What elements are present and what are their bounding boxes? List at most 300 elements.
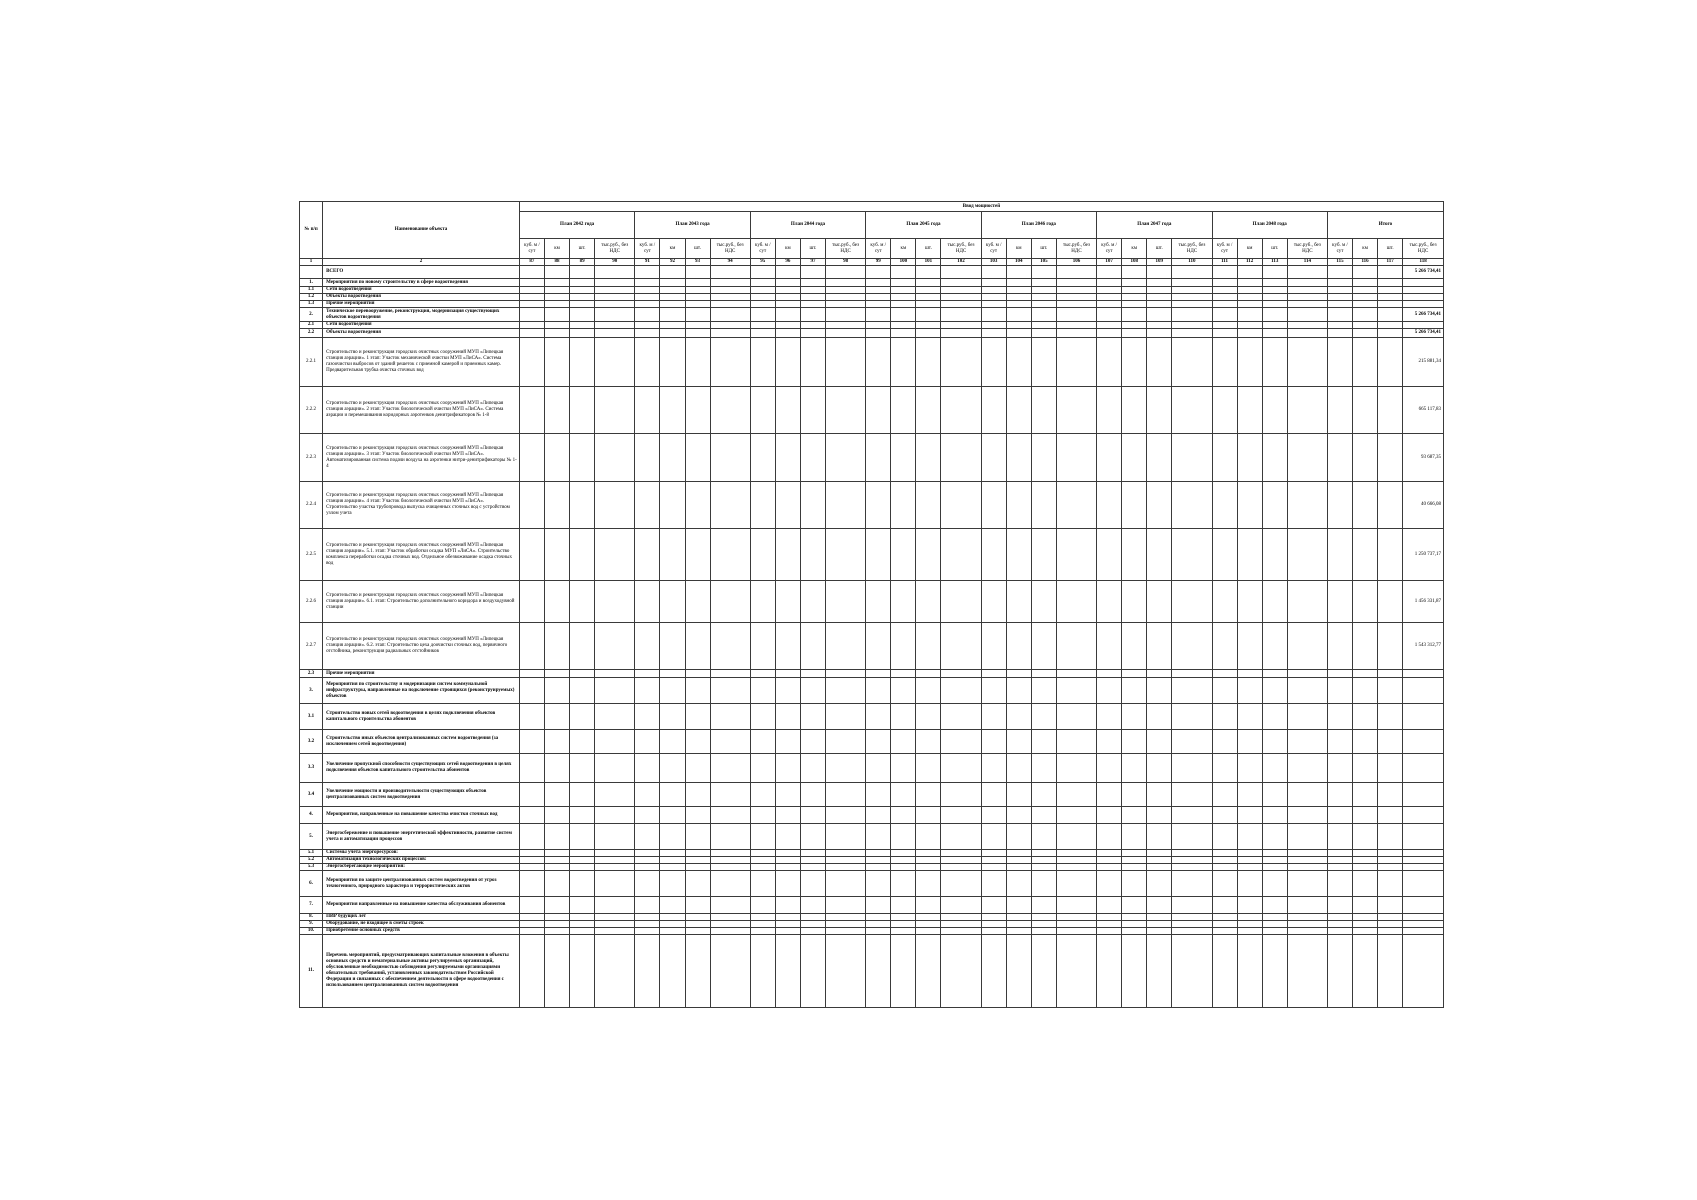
unit-header: тыс.руб., без НДС (710, 239, 750, 259)
empty-cell (1122, 322, 1147, 329)
empty-cell (1006, 783, 1031, 807)
empty-cell (1287, 730, 1327, 754)
empty-cell (1147, 754, 1172, 783)
table-row (300, 850, 1444, 857)
empty-cell (1006, 935, 1031, 1008)
empty-cell (570, 434, 595, 482)
empty-cell (1122, 308, 1147, 322)
empty-cell (1006, 482, 1031, 529)
empty-cell (1031, 678, 1056, 704)
table-row (300, 935, 1444, 1008)
empty-cell (1287, 529, 1327, 581)
empty-cell (750, 921, 775, 928)
table-row (300, 704, 1444, 730)
empty-cell (1212, 704, 1237, 730)
empty-cell (1006, 670, 1031, 678)
empty-cell (775, 897, 800, 914)
empty-cell (519, 529, 544, 581)
empty-cell (1237, 529, 1262, 581)
empty-cell (519, 730, 544, 754)
empty-cell (891, 807, 916, 824)
empty-cell (941, 730, 981, 754)
empty-cell (750, 294, 775, 301)
row-number: 2. (300, 308, 323, 322)
empty-cell (595, 308, 635, 322)
empty-cell (826, 783, 866, 807)
empty-cell (1172, 824, 1212, 850)
empty-cell (891, 581, 916, 623)
empty-cell (891, 329, 916, 338)
empty-cell (981, 329, 1006, 338)
row-total (1403, 871, 1444, 897)
empty-cell (1097, 914, 1122, 921)
empty-cell (570, 279, 595, 287)
empty-cell (1237, 914, 1262, 921)
empty-cell (1031, 807, 1056, 824)
empty-cell (981, 897, 1006, 914)
plan-year-header: План 2044 года (750, 212, 865, 239)
empty-cell (866, 329, 891, 338)
empty-cell (775, 623, 800, 670)
empty-cell (866, 807, 891, 824)
row-name: Увеличение пропускной способности существующих сетей водоотведения в целях подключения объектов капитального строительства абонентов (323, 754, 520, 783)
empty-cell (710, 730, 750, 754)
empty-cell (685, 864, 710, 871)
empty-cell (775, 857, 800, 864)
empty-cell (1353, 754, 1378, 783)
empty-cell (685, 287, 710, 294)
empty-cell (1122, 857, 1147, 864)
empty-cell (1237, 329, 1262, 338)
empty-cell (685, 279, 710, 287)
empty-cell (1097, 807, 1122, 824)
empty-cell (1031, 857, 1056, 864)
empty-cell (685, 914, 710, 921)
empty-cell (866, 338, 891, 387)
empty-cell (1147, 921, 1172, 928)
empty-cell (826, 871, 866, 897)
empty-cell (1378, 857, 1403, 864)
empty-cell (544, 850, 569, 857)
empty-cell (544, 434, 569, 482)
empty-cell (1327, 807, 1352, 824)
empty-cell (544, 387, 569, 434)
empty-cell (866, 678, 891, 704)
empty-cell (1378, 897, 1403, 914)
empty-cell (635, 287, 660, 294)
empty-cell (1172, 850, 1212, 857)
unit-header: км (544, 239, 569, 259)
empty-cell (800, 754, 825, 783)
empty-cell (1056, 678, 1096, 704)
empty-cell (1147, 914, 1172, 921)
table-row (300, 482, 1444, 529)
empty-cell (544, 623, 569, 670)
row-number: 2.2.2 (300, 387, 323, 434)
empty-cell (1147, 482, 1172, 529)
empty-cell (1056, 921, 1096, 928)
empty-cell (1327, 704, 1352, 730)
empty-cell (775, 754, 800, 783)
empty-cell (1056, 824, 1096, 850)
empty-cell (800, 807, 825, 824)
empty-cell (660, 670, 685, 678)
empty-cell (775, 529, 800, 581)
empty-cell (750, 807, 775, 824)
empty-cell (685, 322, 710, 329)
empty-cell (1378, 730, 1403, 754)
table-row (300, 928, 1444, 935)
empty-cell (685, 434, 710, 482)
row-name: Техническое перевооружение, реконструкция, модернизация существующих объектов водоотведения (323, 308, 520, 322)
empty-cell (660, 623, 685, 670)
empty-cell (891, 322, 916, 329)
empty-cell (775, 329, 800, 338)
empty-cell (685, 850, 710, 857)
empty-cell (1327, 338, 1352, 387)
empty-cell (1147, 857, 1172, 864)
empty-cell (1097, 864, 1122, 871)
empty-cell (826, 623, 866, 670)
empty-cell (1353, 897, 1378, 914)
empty-cell (1212, 581, 1237, 623)
empty-cell (1378, 322, 1403, 329)
col-number: 107 (1097, 259, 1122, 266)
empty-cell (660, 704, 685, 730)
empty-cell (866, 581, 891, 623)
empty-cell (1097, 928, 1122, 935)
empty-cell (710, 783, 750, 807)
empty-cell (1097, 581, 1122, 623)
empty-cell (1006, 807, 1031, 824)
empty-cell (1006, 287, 1031, 294)
row-total: 1 543 312,77 (1403, 623, 1444, 670)
empty-cell (519, 670, 544, 678)
empty-cell (1353, 279, 1378, 287)
empty-cell (775, 871, 800, 897)
empty-cell (1056, 301, 1096, 308)
empty-cell (891, 921, 916, 928)
empty-cell (916, 670, 941, 678)
empty-cell (1327, 730, 1352, 754)
empty-cell (1031, 730, 1056, 754)
empty-cell (1327, 322, 1352, 329)
empty-cell (1097, 482, 1122, 529)
empty-cell (1287, 850, 1327, 857)
empty-cell (1378, 279, 1403, 287)
empty-cell (866, 279, 891, 287)
empty-cell (1056, 857, 1096, 864)
unit-header: шт. (1378, 239, 1403, 259)
empty-cell (595, 329, 635, 338)
empty-cell (800, 850, 825, 857)
empty-cell (710, 897, 750, 914)
empty-cell (775, 935, 800, 1008)
row-number: 11. (300, 935, 323, 1008)
empty-cell (1237, 266, 1262, 279)
empty-cell (1031, 301, 1056, 308)
empty-cell (519, 301, 544, 308)
empty-cell (1353, 387, 1378, 434)
empty-cell (685, 935, 710, 1008)
empty-cell (1172, 338, 1212, 387)
empty-cell (866, 864, 891, 871)
empty-cell (710, 914, 750, 921)
empty-cell (981, 783, 1006, 807)
empty-cell (1006, 824, 1031, 850)
empty-cell (1378, 928, 1403, 935)
col-number: 1 (300, 259, 323, 266)
col-number: 118 (1403, 259, 1444, 266)
empty-cell (981, 857, 1006, 864)
empty-cell (916, 914, 941, 921)
empty-cell (826, 897, 866, 914)
empty-cell (941, 338, 981, 387)
empty-cell (635, 529, 660, 581)
empty-cell (635, 670, 660, 678)
empty-cell (1327, 935, 1352, 1008)
empty-cell (1262, 850, 1287, 857)
empty-cell (1237, 581, 1262, 623)
empty-cell (916, 623, 941, 670)
empty-cell (635, 294, 660, 301)
empty-cell (1097, 287, 1122, 294)
empty-cell (916, 287, 941, 294)
col-number: 87 (519, 259, 544, 266)
empty-cell (1327, 287, 1352, 294)
empty-cell (826, 914, 866, 921)
empty-cell (685, 897, 710, 914)
empty-cell (1006, 754, 1031, 783)
empty-cell (660, 338, 685, 387)
row-total: 665 117,83 (1403, 387, 1444, 434)
empty-cell (1172, 581, 1212, 623)
empty-cell (635, 338, 660, 387)
empty-cell (1172, 754, 1212, 783)
header-group-title: Ввод мощностей (519, 202, 1443, 212)
empty-cell (1056, 730, 1096, 754)
empty-cell (1097, 678, 1122, 704)
empty-cell (916, 730, 941, 754)
empty-cell (1097, 935, 1122, 1008)
empty-cell (1378, 482, 1403, 529)
empty-cell (1031, 897, 1056, 914)
empty-cell (595, 482, 635, 529)
empty-cell (866, 529, 891, 581)
empty-cell (1262, 754, 1287, 783)
empty-cell (1031, 308, 1056, 322)
table-row (300, 279, 1444, 287)
empty-cell (595, 670, 635, 678)
empty-cell (750, 754, 775, 783)
empty-cell (595, 807, 635, 824)
empty-cell (1212, 434, 1237, 482)
empty-cell (1097, 329, 1122, 338)
empty-cell (1212, 623, 1237, 670)
empty-cell (1262, 287, 1287, 294)
empty-cell (685, 529, 710, 581)
unit-header: км (775, 239, 800, 259)
empty-cell (710, 921, 750, 928)
empty-cell (635, 928, 660, 935)
empty-cell (1353, 322, 1378, 329)
empty-cell (1147, 266, 1172, 279)
empty-cell (800, 294, 825, 301)
empty-cell (1353, 824, 1378, 850)
table-row (300, 529, 1444, 581)
empty-cell (1172, 864, 1212, 871)
empty-cell (544, 928, 569, 935)
unit-header: куб. м / сут (1212, 239, 1237, 259)
empty-cell (1056, 623, 1096, 670)
empty-cell (595, 434, 635, 482)
empty-cell (1031, 387, 1056, 434)
empty-cell (519, 338, 544, 387)
empty-cell (1122, 294, 1147, 301)
empty-cell (519, 857, 544, 864)
empty-cell (595, 914, 635, 921)
empty-cell (1172, 482, 1212, 529)
empty-cell (750, 897, 775, 914)
empty-cell (1122, 581, 1147, 623)
empty-cell (660, 322, 685, 329)
empty-cell (941, 294, 981, 301)
row-total (1403, 914, 1444, 921)
row-total: 93 687,35 (1403, 434, 1444, 482)
empty-cell (891, 928, 916, 935)
empty-cell (916, 529, 941, 581)
empty-cell (1056, 338, 1096, 387)
empty-cell (941, 921, 981, 928)
empty-cell (1122, 935, 1147, 1008)
empty-cell (1212, 871, 1237, 897)
unit-header: шт. (1147, 239, 1172, 259)
empty-cell (826, 266, 866, 279)
empty-cell (1122, 807, 1147, 824)
empty-cell (685, 754, 710, 783)
empty-cell (1378, 338, 1403, 387)
empty-cell (519, 704, 544, 730)
empty-cell (710, 871, 750, 897)
empty-cell (981, 482, 1006, 529)
empty-cell (1122, 670, 1147, 678)
empty-cell (826, 670, 866, 678)
empty-cell (1097, 824, 1122, 850)
empty-cell (635, 279, 660, 287)
empty-cell (866, 824, 891, 850)
row-total (1403, 279, 1444, 287)
empty-cell (866, 266, 891, 279)
empty-cell (595, 850, 635, 857)
row-total (1403, 287, 1444, 294)
empty-cell (1031, 850, 1056, 857)
empty-cell (1237, 301, 1262, 308)
empty-cell (519, 754, 544, 783)
empty-cell (660, 279, 685, 287)
empty-cell (916, 294, 941, 301)
empty-cell (635, 329, 660, 338)
empty-cell (1006, 294, 1031, 301)
empty-cell (826, 308, 866, 322)
empty-cell (1353, 670, 1378, 678)
empty-cell (570, 623, 595, 670)
empty-cell (1122, 266, 1147, 279)
empty-cell (941, 783, 981, 807)
empty-cell (1262, 294, 1287, 301)
empty-cell (1097, 301, 1122, 308)
row-total: 1 250 737,17 (1403, 529, 1444, 581)
empty-cell (775, 434, 800, 482)
empty-cell (570, 871, 595, 897)
empty-cell (710, 678, 750, 704)
empty-cell (800, 266, 825, 279)
empty-cell (750, 581, 775, 623)
empty-cell (1212, 857, 1237, 864)
capacity-input-table (299, 201, 1444, 1008)
empty-cell (1212, 287, 1237, 294)
empty-cell (1378, 921, 1403, 928)
empty-cell (1212, 670, 1237, 678)
empty-cell (866, 287, 891, 294)
row-number: 1.2 (300, 294, 323, 301)
empty-cell (660, 294, 685, 301)
empty-cell (1327, 581, 1352, 623)
empty-cell (750, 387, 775, 434)
unit-header: куб. м / сут (635, 239, 660, 259)
empty-cell (544, 897, 569, 914)
empty-cell (1147, 387, 1172, 434)
empty-cell (595, 871, 635, 897)
row-name: Объекты водоотведения (323, 329, 520, 338)
table-row (300, 730, 1444, 754)
col-number: 93 (685, 259, 710, 266)
empty-cell (941, 670, 981, 678)
empty-cell (519, 897, 544, 914)
empty-cell (1212, 322, 1237, 329)
row-total: 215 881,34 (1403, 338, 1444, 387)
table-row (300, 864, 1444, 871)
col-number: 106 (1056, 259, 1096, 266)
empty-cell (519, 864, 544, 871)
empty-cell (866, 730, 891, 754)
empty-cell (710, 301, 750, 308)
col-number: 108 (1122, 259, 1147, 266)
empty-cell (1378, 287, 1403, 294)
empty-cell (1262, 783, 1287, 807)
empty-cell (1237, 322, 1262, 329)
empty-cell (1237, 783, 1262, 807)
empty-cell (1056, 704, 1096, 730)
empty-cell (941, 914, 981, 921)
empty-cell (1147, 287, 1172, 294)
empty-cell (1122, 529, 1147, 581)
empty-cell (1031, 914, 1056, 921)
empty-cell (775, 730, 800, 754)
empty-cell (891, 338, 916, 387)
empty-cell (595, 783, 635, 807)
empty-cell (685, 783, 710, 807)
empty-cell (1172, 670, 1212, 678)
empty-cell (750, 704, 775, 730)
empty-cell (1147, 864, 1172, 871)
empty-cell (710, 807, 750, 824)
empty-cell (1006, 301, 1031, 308)
empty-cell (544, 754, 569, 783)
row-number: 3.1 (300, 704, 323, 730)
empty-cell (981, 287, 1006, 294)
empty-cell (1147, 871, 1172, 897)
row-number: 2.2.1 (300, 338, 323, 387)
